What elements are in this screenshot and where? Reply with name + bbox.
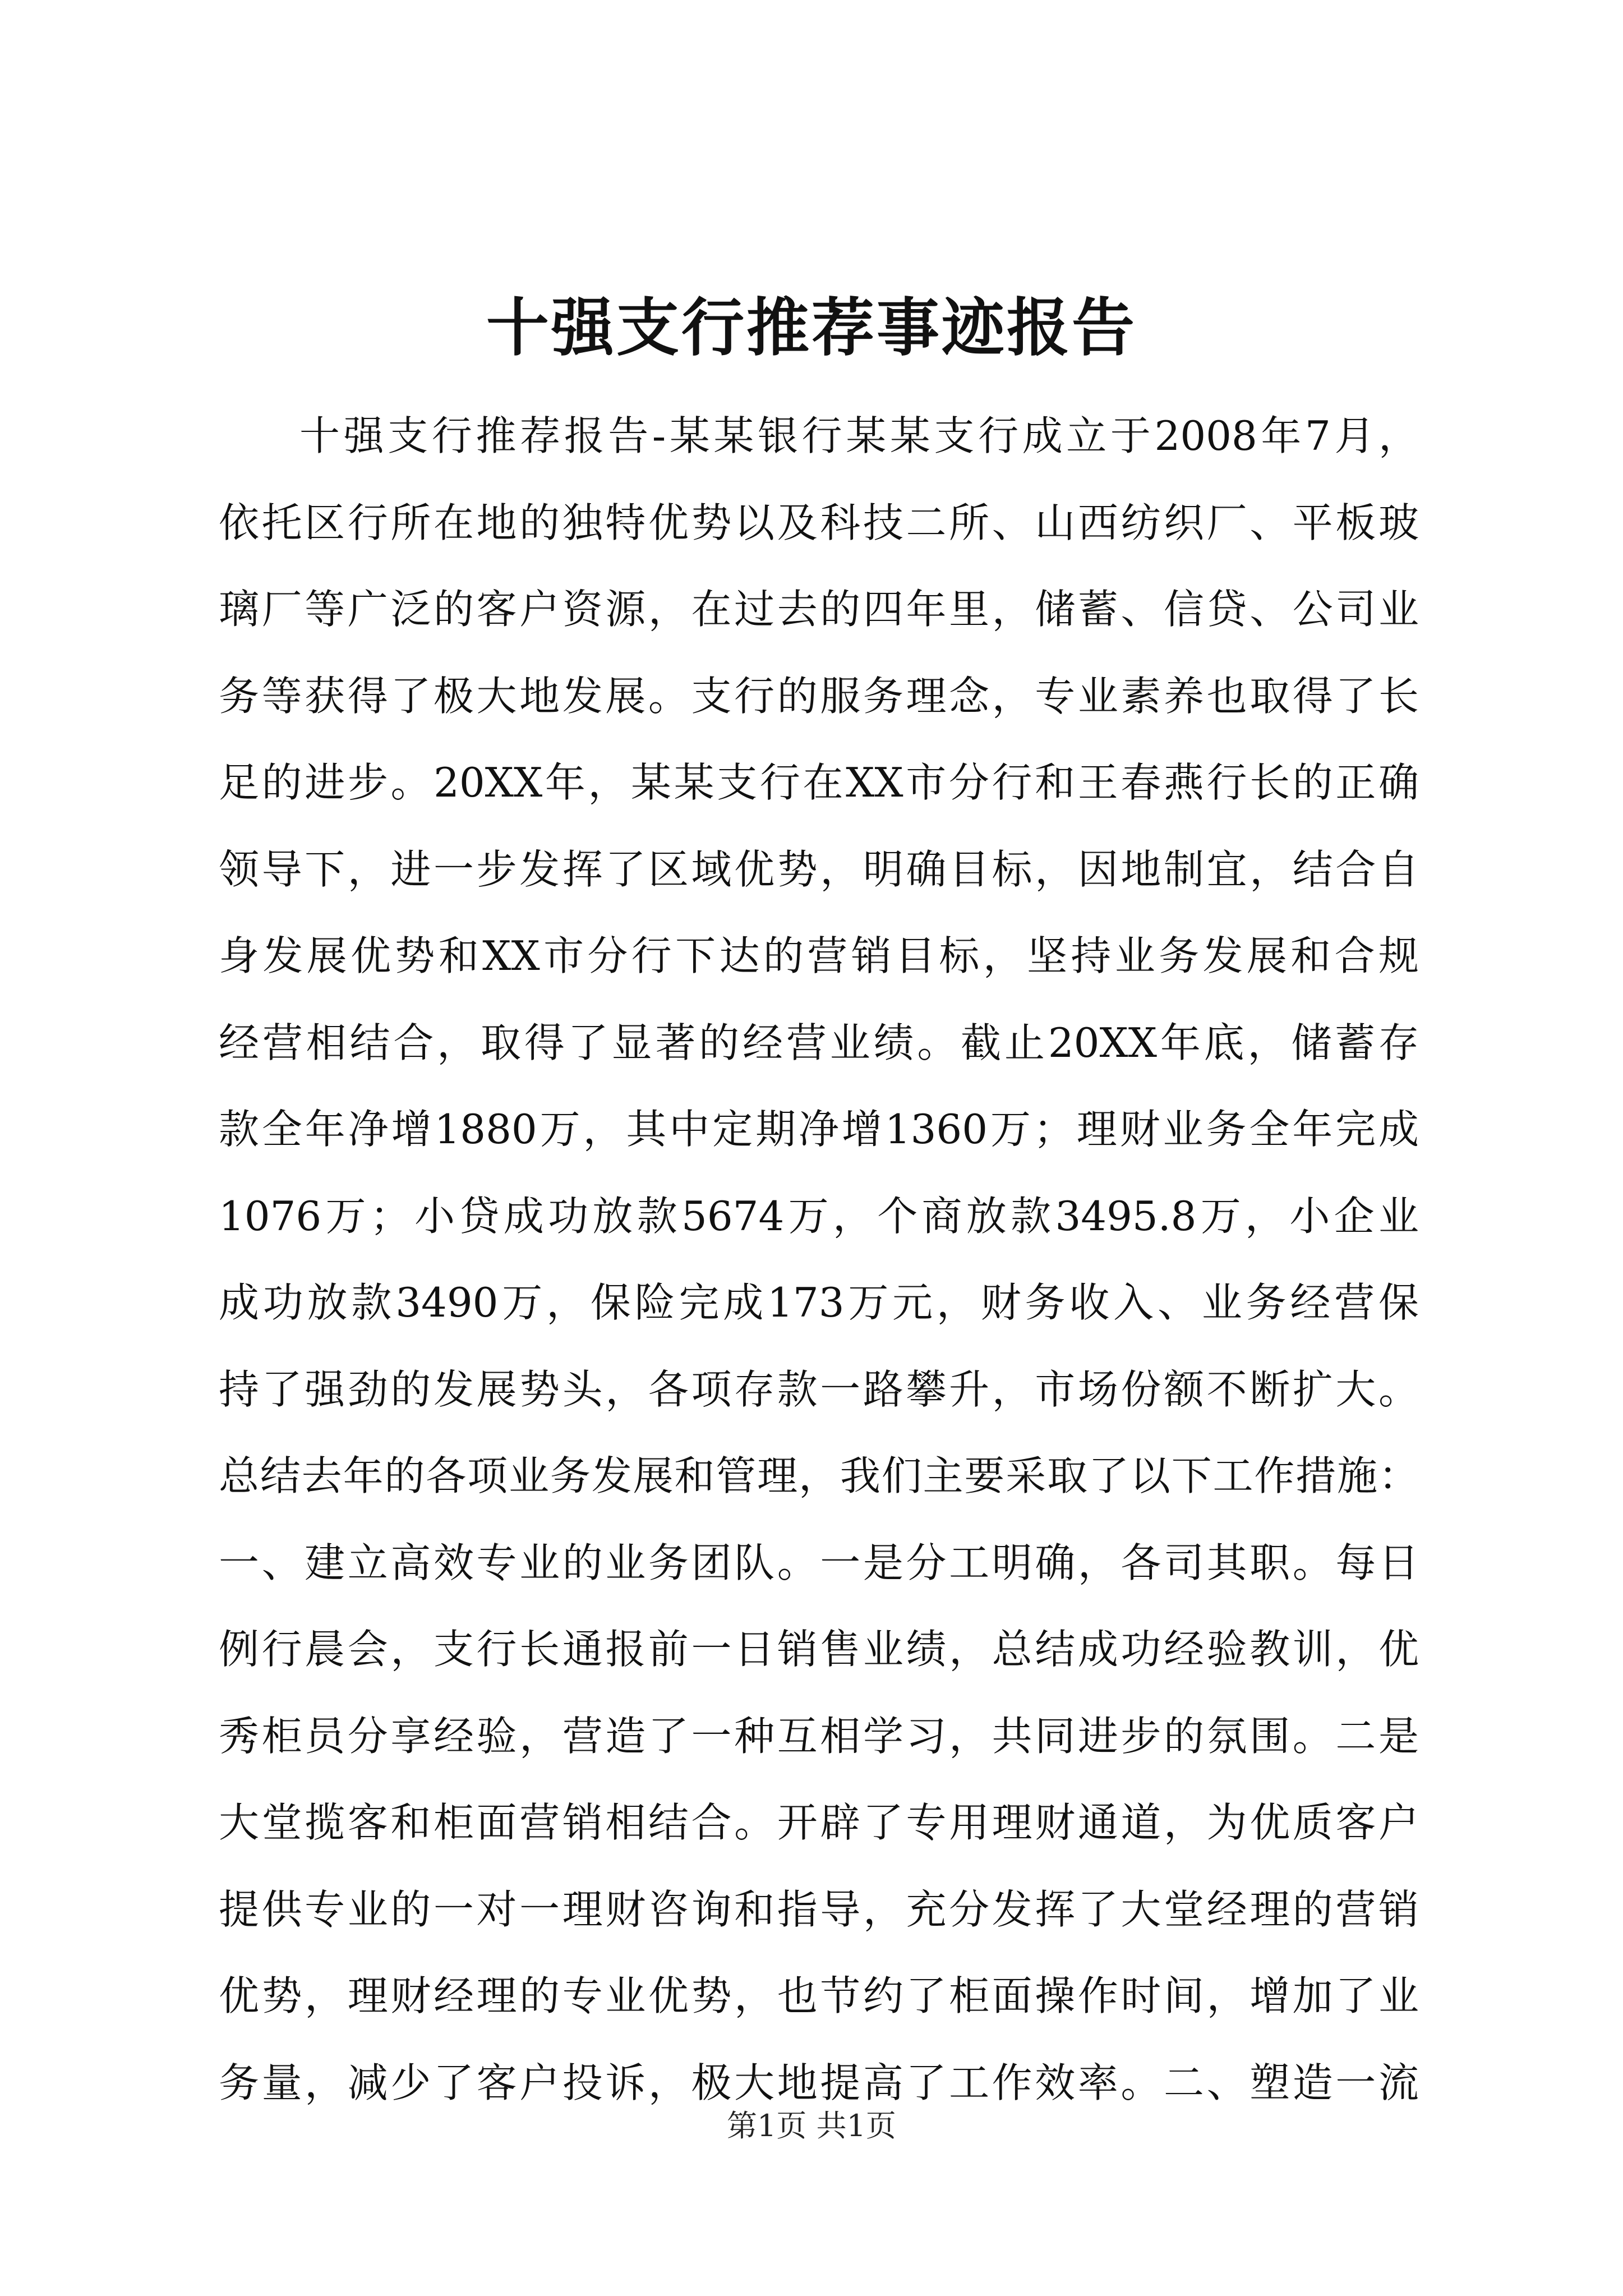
body-line: 优势，理财经理的专业优势，也节约了柜面操作时间，增加了业 [219,1972,1419,2019]
body-line: 总结去年的各项业务发展和管理，我们主要采取了以下工作措施： [219,1452,1419,1499]
body-line: 务等获得了极大地发展。支行的服务理念，专业素养也取得了长 [219,672,1419,720]
body-line: 身发展优势和XX市分行下达的营销目标，坚持业务发展和合规 [219,932,1419,979]
body-line: 依托区行所在地的独特优势以及科技二所、山西纺织厂、平板玻 [219,499,1419,546]
body-line: 款全年净增1880万，其中定期净增1360万；理财业务全年完成 [219,1106,1419,1153]
body-line: 一、建立高效专业的业务团队。一是分工明确，各司其职。每日 [219,1539,1419,1586]
body-line: 提供专业的一对一理财咨询和指导，充分发挥了大堂经理的营销 [219,1885,1419,1933]
body-line: 足的进步。20XX年，某某支行在XX市分行和王春燕行长的正确 [219,759,1419,806]
body-line: 大堂揽客和柜面营销相结合。开辟了专用理财通道，为优质客户 [219,1799,1419,1846]
page-title: 十强支行推荐事迹报告 [486,291,1137,365]
body-line: 1076万；小贷成功放款5674万，个商放款3495.8万，小企业 [219,1192,1419,1240]
body-line: 例行晨会，支行长通报前一日销售业绩，总结成功经验教训，优 [219,1626,1419,1673]
body-line: 经营相结合，取得了显著的经营业绩。截止20XX年底，储蓄存 [219,1019,1419,1066]
body-line: 务量，减少了客户投诉，极大地提高了工作效率。二、塑造一流 [219,2059,1419,2106]
body-line: 成功放款3490万，保险完成173万元，财务收入、业务经营保 [219,1279,1419,1326]
body-line: 秀柜员分享经验，营造了一种互相学习，共同进步的氛围。二是 [219,1712,1419,1760]
body-line: 十强支行推荐报告-某某银行某某支行成立于2008年7月， [299,412,1419,459]
body-line: 领导下，进一步发挥了区域优势，明确目标，因地制宜，结合自 [219,845,1419,893]
body-line: 持了强劲的发展势头，各项存款一路攀升，市场份额不断扩大。 [219,1365,1419,1413]
body-line: 璃厂等广泛的客户资源，在过去的四年里，储蓄、信贷、公司业 [219,586,1419,633]
document-body [219,393,1419,2126]
page-footer: 第1页 共1页 [727,2108,896,2143]
